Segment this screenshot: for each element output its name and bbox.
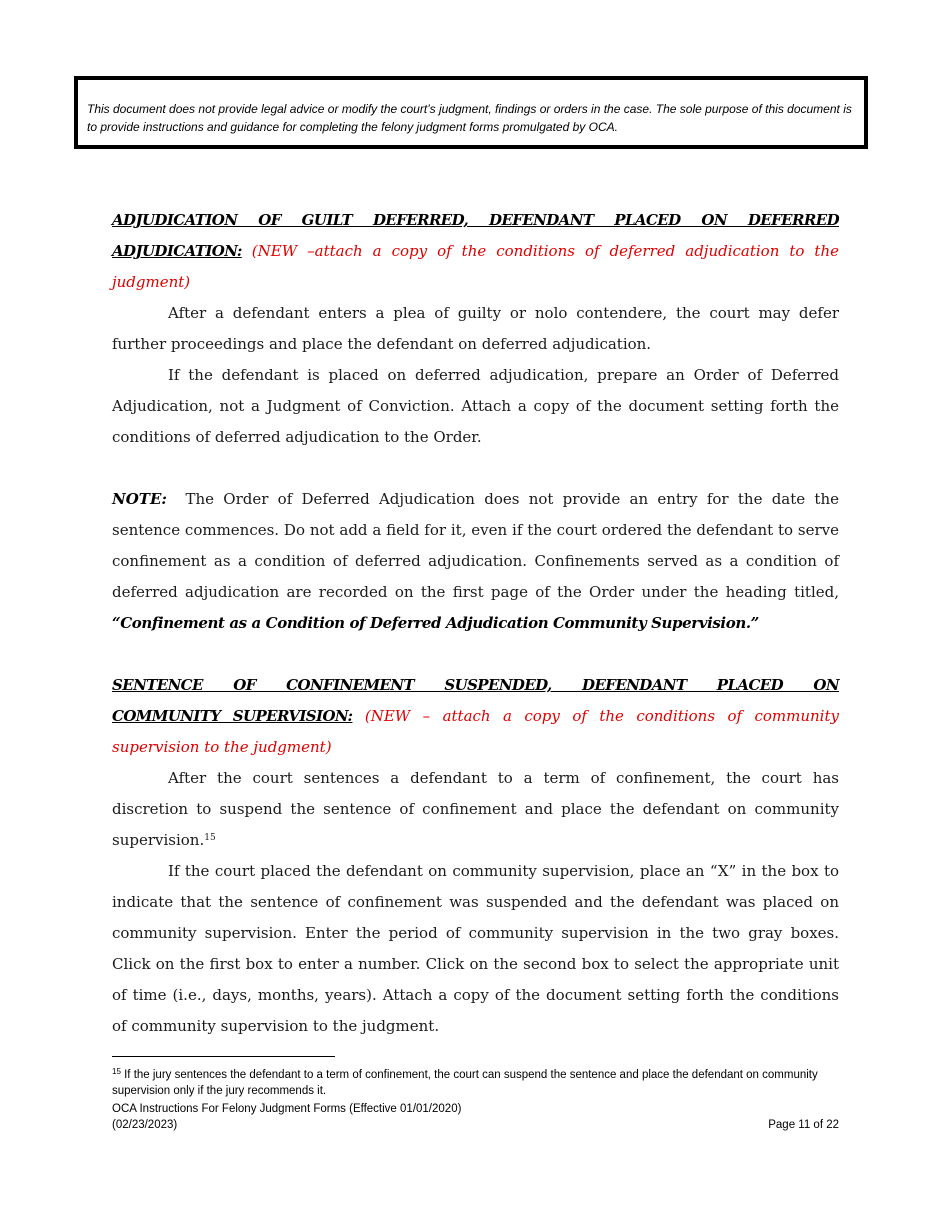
note-label: NOTE: [112, 490, 167, 508]
section1-heading-line2 [112, 236, 839, 298]
section2-paragraph-1 [112, 763, 839, 856]
section2-paragraph-1-text: After the court sentences a defendant to a term of confinement, the court has discretion to suspend the sentence of confinement and place the defendant on community supervision. [112, 769, 839, 849]
section1-paragraph-1: After a defendant enters a plea of guilty or nolo contendere, the court may defer further proceedings and place the defendant on deferred adjudication. [112, 304, 839, 353]
spacer [112, 639, 839, 670]
footnote-text: If the jury sentences the defendant to a term of confinement, the court can suspend the sentence and place the defendant on community supervision only if the jury recommends it. [112, 1069, 818, 1097]
note-paragraph [112, 484, 839, 639]
footer-row [112, 1117, 839, 1133]
footnote [112, 1067, 839, 1099]
note-quote-open: “ [112, 614, 121, 632]
note-text: The Order of Deferred Adjudication does not provide an entry for the date the sentence commences. Do not add a field for it, even if the court ordered the defendant to serve confinement as a condition of deferred adjudication. Confinements served as a condition of deferred adjudication are recorded on the first page of the Order under the heading titled, [112, 490, 839, 601]
section2-attach-note-end: supervision to the judgment) [112, 738, 332, 756]
footnote-divider [112, 1056, 335, 1057]
section2-heading-line1 [112, 670, 839, 701]
section2-attach-note: (NEW – attach a copy of the conditions of community [364, 707, 839, 725]
disclaimer-text: This document does not provide legal advice or modify the court’s judgment, findings or orders in the case. The sole purpose of this document is to provide instructions and guidance for completing the felony judgment forms promulgated by OCA. [87, 102, 852, 134]
section2-heading: SENTENCE OF CONFINEMENT SUSPENDED, DEFENDANT PLACED ON [112, 676, 839, 694]
spacer [112, 453, 839, 484]
section1-heading-continued: ADJUDICATION: [112, 242, 242, 260]
footer-page-number: Page 11 of 22 [768, 1119, 839, 1131]
page-footer [112, 1101, 839, 1133]
footnote-reference[interactable]: 15 [204, 833, 216, 843]
section1-paragraph-2: If the defendant is placed on deferred adjudication, prepare an Order of Deferred Adjudication, not a Judgment of Conviction. Attach a copy of the document setting forth the conditions of deferred adjudication to the Order. [112, 366, 839, 446]
section2-heading-line2 [112, 701, 839, 763]
section1-heading: ADJUDICATION OF GUILT DEFERRED, DEFENDANT PLACED ON DEFERRED [112, 211, 839, 229]
section1-heading-line1 [112, 205, 839, 236]
section1-attach-note: (NEW –attach a copy of the conditions of deferred adjudication to the [251, 242, 839, 260]
document-body [112, 205, 839, 1042]
section1-attach-note-end: judgment) [112, 273, 191, 291]
footnote-number: 15 [112, 1067, 121, 1076]
section2-heading-continued: COMMUNITY SUPERVISION: [112, 707, 353, 725]
footer-title: OCA Instructions For Felony Judgment Forms (Effective 01/01/2020) [112, 1103, 462, 1115]
disclaimer-box [74, 76, 868, 149]
section2-paragraph-2: If the court placed the defendant on community supervision, place an “X” in the box to indicate that the sentence of confinement was suspended and the defendant was placed on community supervision. Enter the period of community supervision in the two gray boxes. Click on the first box to enter a number. Click on the second box to select the appropriate unit of time (i.e., days, months, years). Attach a copy of the document setting forth the conditions of community supervision to the judgment. [112, 862, 839, 1035]
footer-date: (02/23/2023) [112, 1119, 178, 1131]
note-quote-heading: Confinement as a Condition of Deferred Adjudication Community Supervision.” [120, 614, 759, 632]
